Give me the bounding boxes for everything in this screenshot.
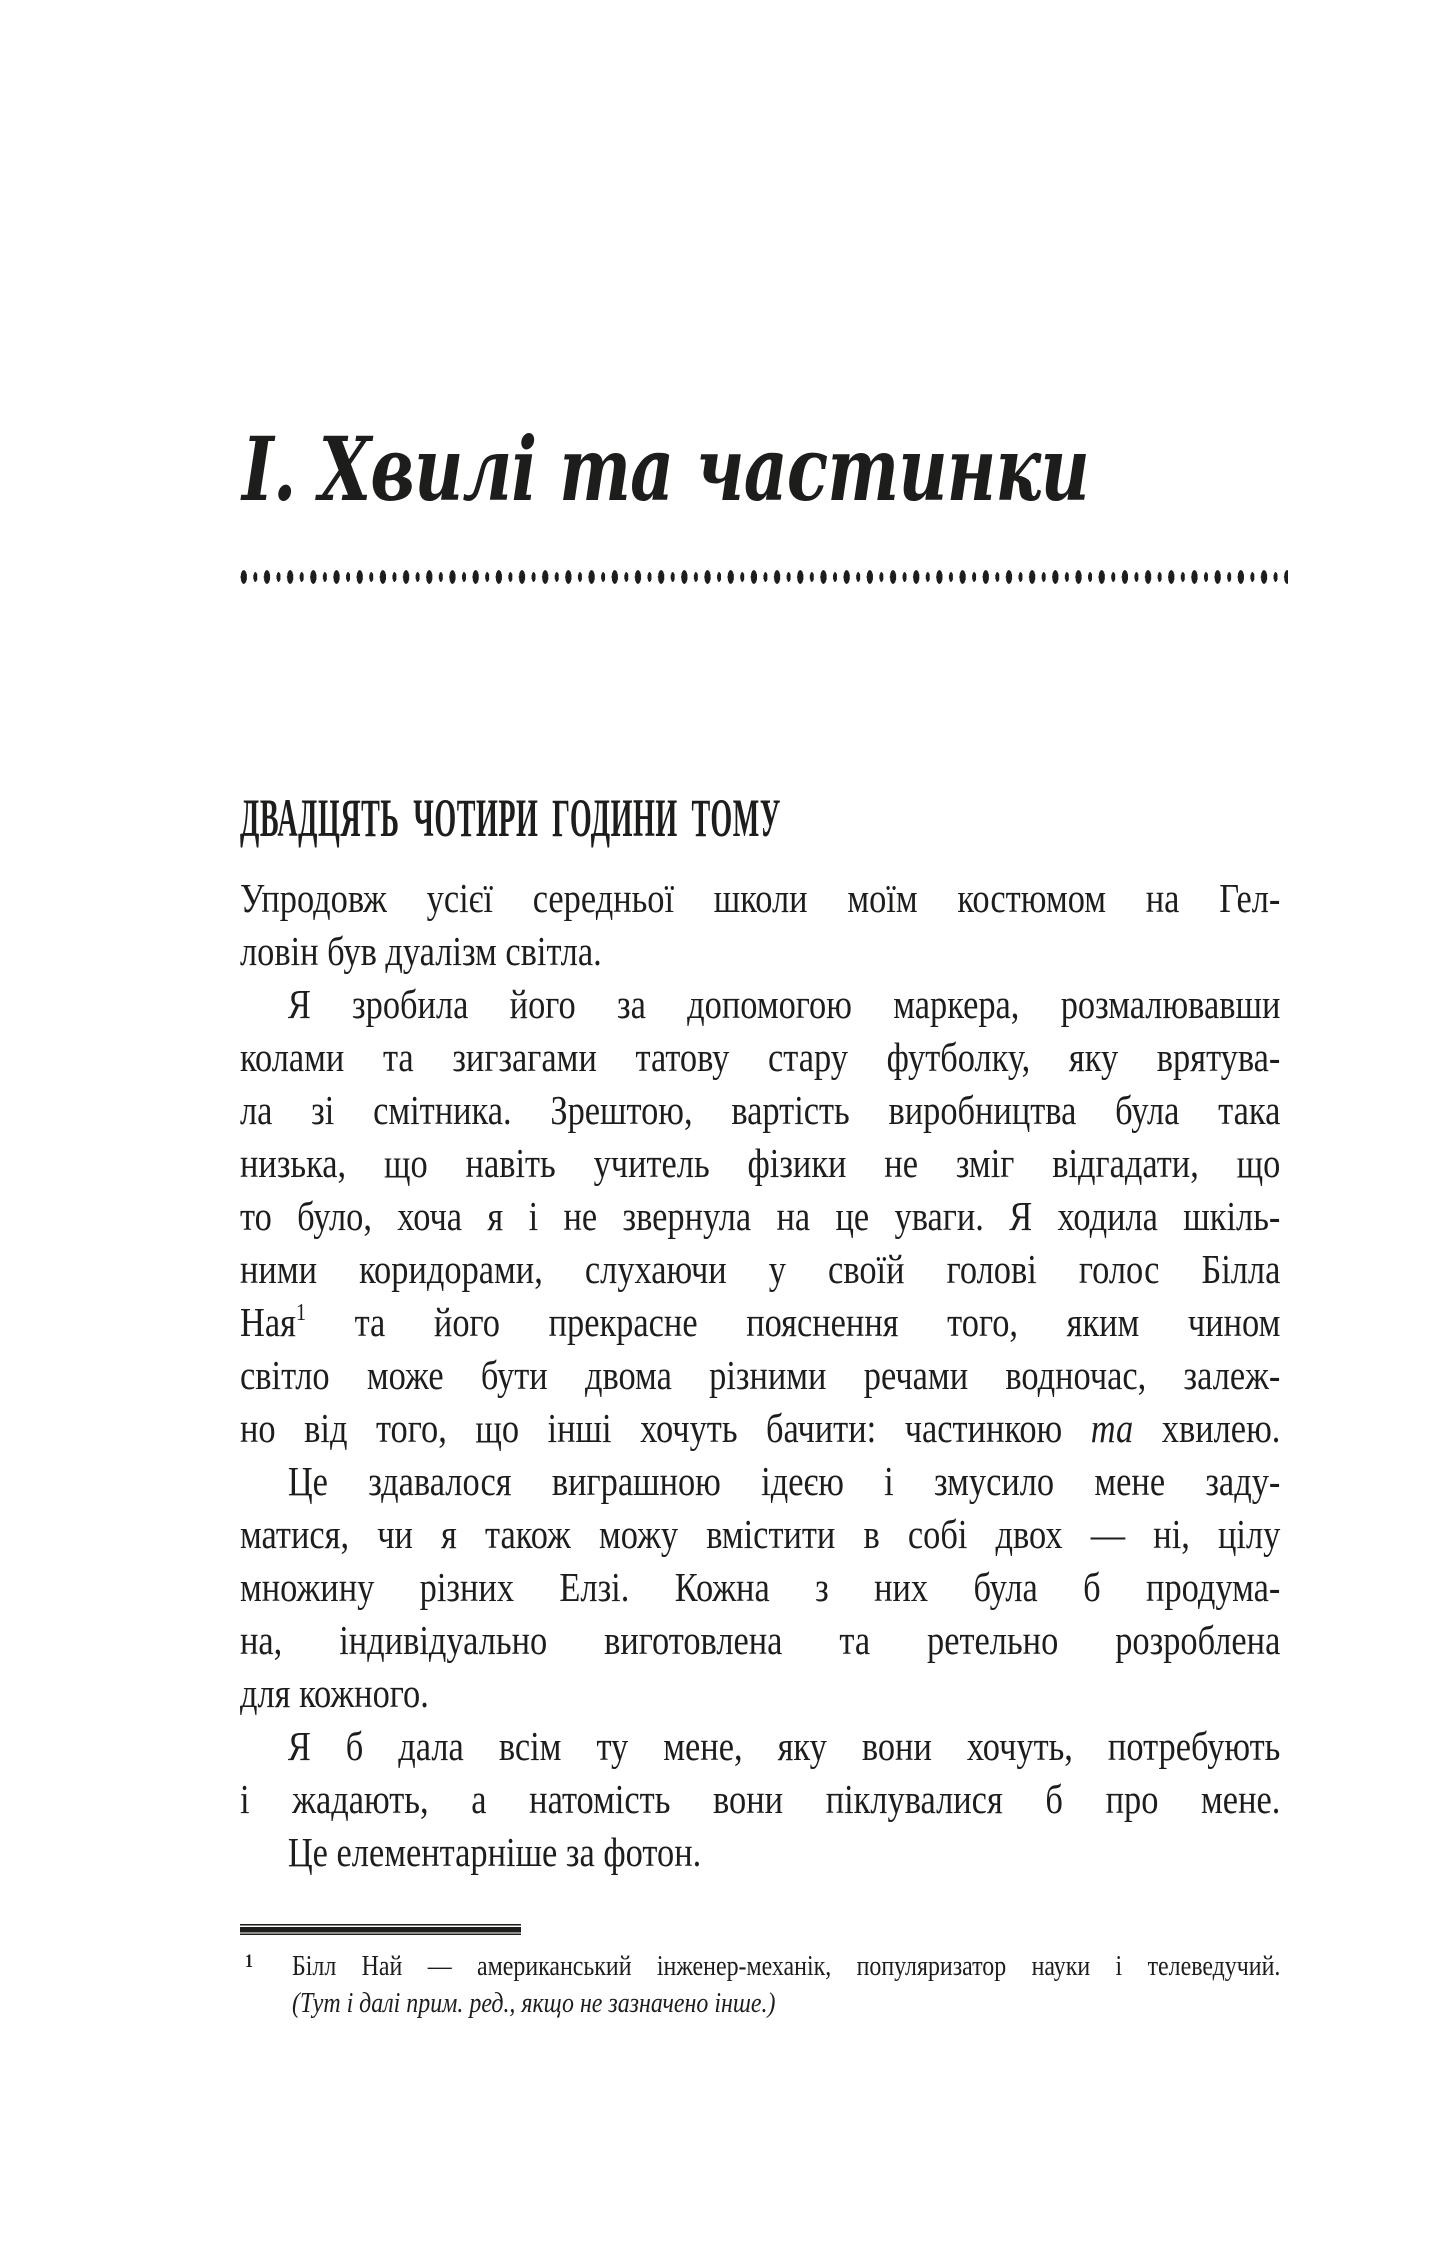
body-line: ними коридорами, слухаючи у своїй голові голос Білла <box>240 1246 1281 1292</box>
dotted-divider <box>238 569 1288 585</box>
footnote <box>240 1948 1280 2022</box>
body-line: матися, чи я також можу вмістити в собі двох — ні, цілу <box>240 1511 1281 1557</box>
chapter-title: І. Хвилі та частинки <box>242 417 1090 521</box>
footnote-body <box>292 1948 1280 2022</box>
footnote-divider <box>240 1924 521 1935</box>
body-line: Ная$^1$ та його прекрасне пояснення того, яким чином <box>240 1299 1281 1345</box>
body-line: множину різних Елзі. Кожна з них була б продума- <box>240 1564 1281 1610</box>
footnote-editor-note: (Тут і далі прим. ред., якщо не зазначено інше.) <box>292 1988 776 2019</box>
body-line: колами та зигзагами татову стару футболку, яку врятува- <box>240 1034 1281 1080</box>
body-line: Це елементарніше за фотон. <box>287 1829 702 1875</box>
body-line: то було, хоча я і не звернула на це уваги. Я ходила шкіль- <box>240 1193 1281 1239</box>
body-line: на, індивідуально виготовлена та ретельно розроблена <box>240 1617 1281 1663</box>
body-line: світло може бути двома різними речами водночас, залеж- <box>240 1352 1281 1398</box>
footnote-marker: 1 <box>245 1951 254 1972</box>
footnote-text: Білл Най — американський інженер-механік, популяризатор науки і телеведучий. <box>292 1951 1281 1982</box>
body-line: і жадають, а натомість вони піклувалися б про мене. <box>240 1776 1281 1822</box>
body-line: Це здавалося виграшною ідеєю і змусило мене заду- <box>287 1458 1281 1504</box>
body-line: ловін був дуалізм світла. <box>240 928 602 974</box>
body-line: но від того, що інші хочуть бачити: частинкою та хвилею. <box>240 1405 1281 1451</box>
section-header: ДВАДЦЯТЬ ЧОТИРИ ГОДИНИ ТОМУ <box>240 788 781 848</box>
body-line: Я б дала всім ту мене, яку вони хочуть, потребують <box>287 1723 1281 1769</box>
body-line: низька, що навіть учитель фізики не зміг відгадати, що <box>240 1140 1281 1186</box>
body-line: ла зі смітника. Зрештою, вартість виробництва була така <box>240 1087 1281 1133</box>
body-line: для кожного. <box>240 1670 429 1716</box>
body-text <box>240 872 1280 1879</box>
body-line: Я зробила його за допомогою маркера, розмалювавши <box>287 981 1281 1027</box>
body-line: Упродовж усієї середньої школи моїм костюмом на Гел- <box>240 875 1281 921</box>
